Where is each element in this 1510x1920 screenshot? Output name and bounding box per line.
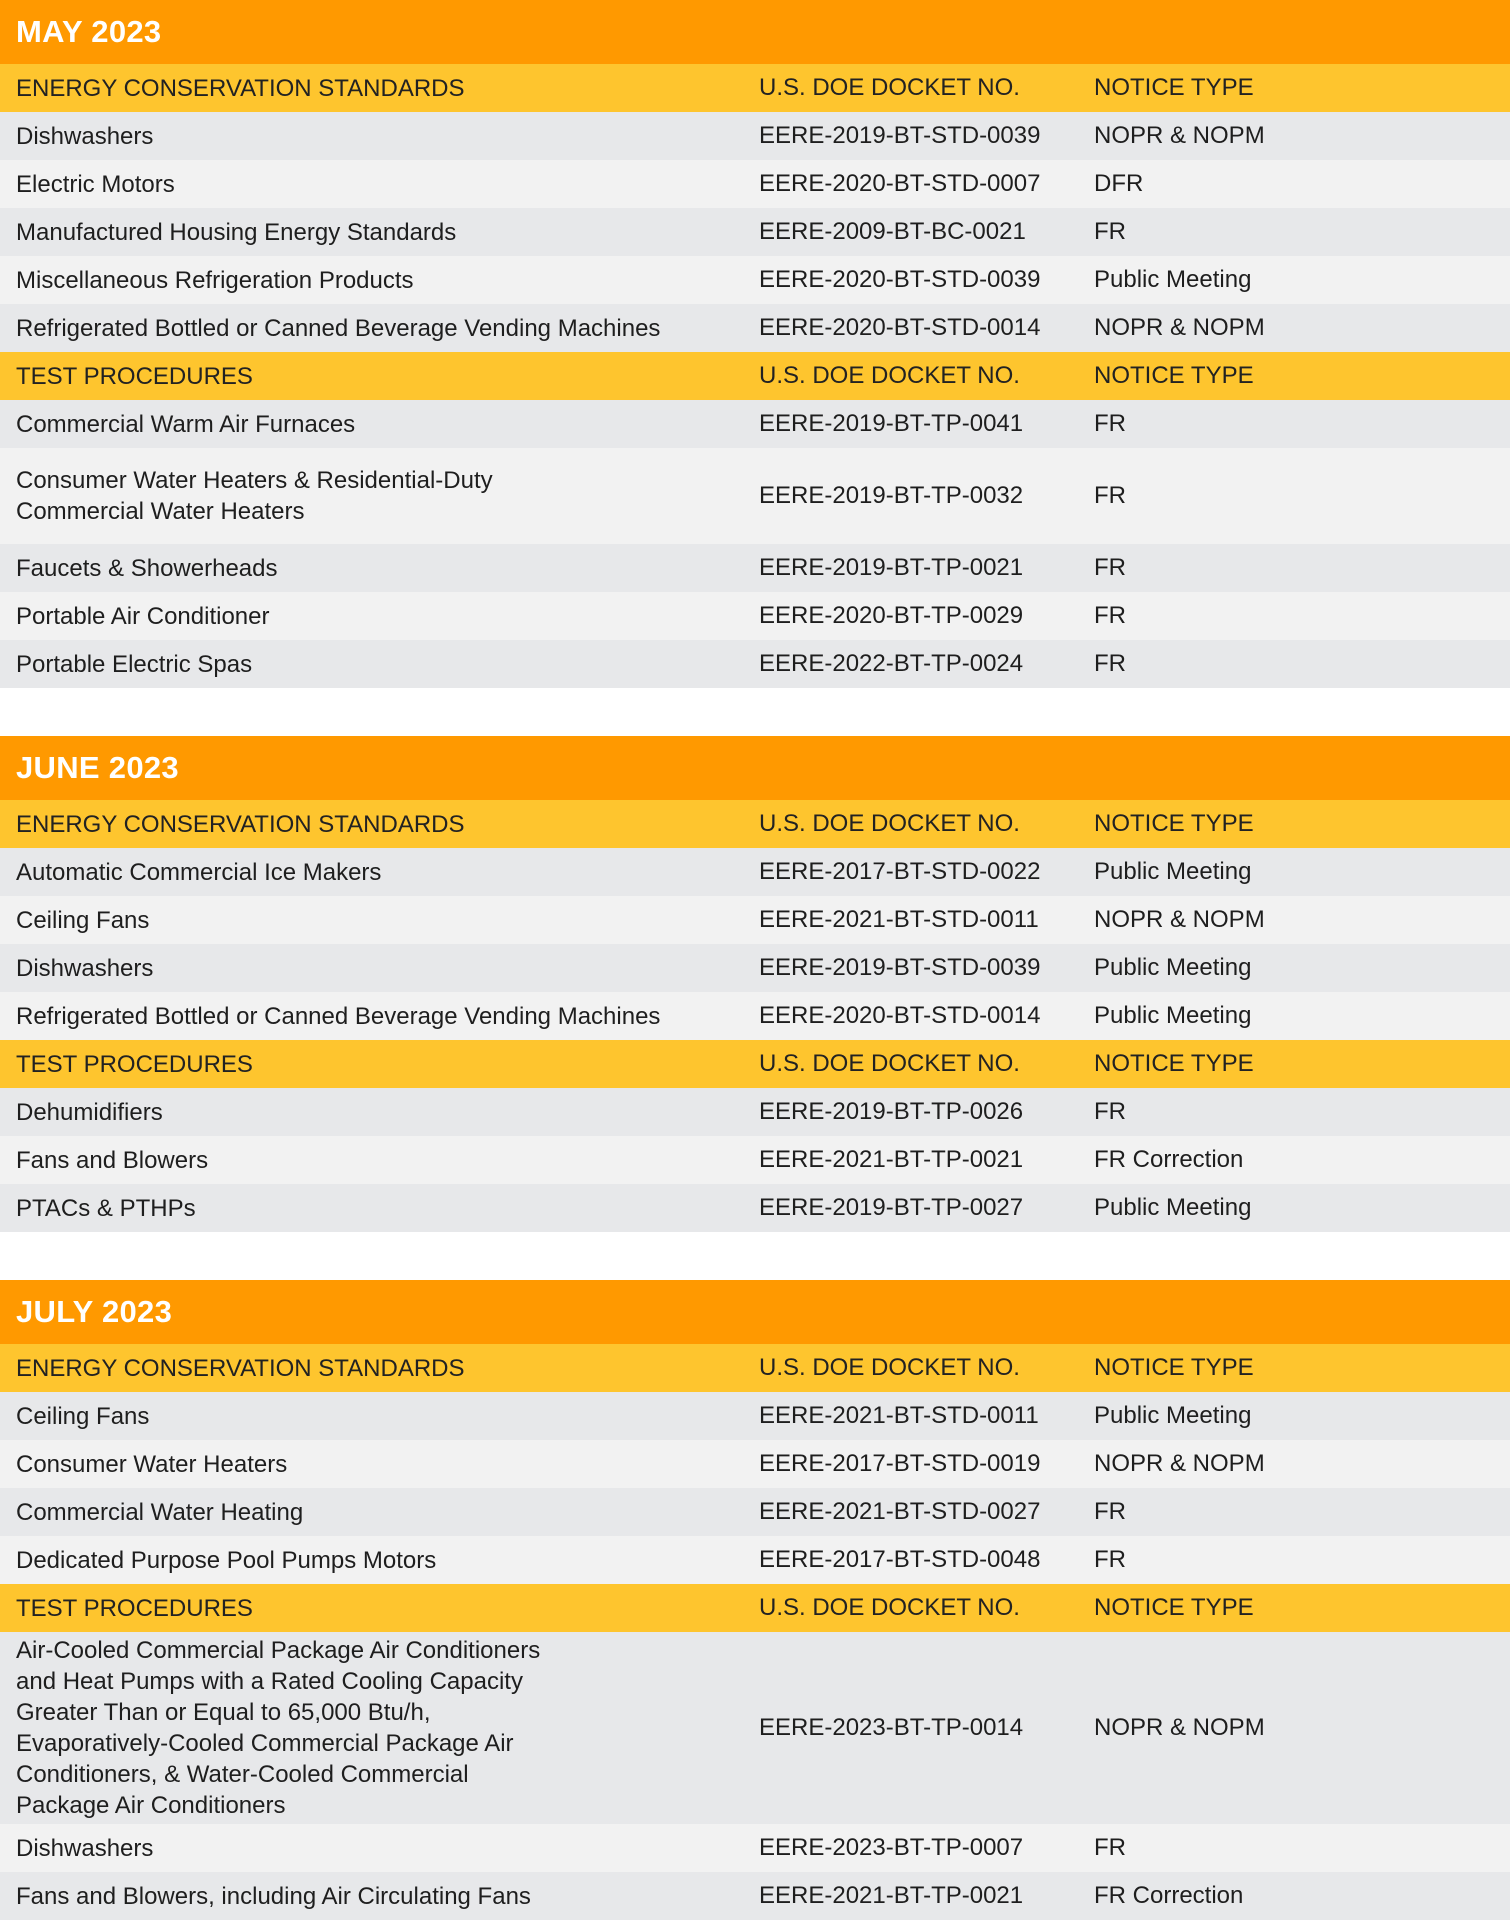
docket-number: EERE-2017-BT-STD-0048 <box>759 1546 1041 1573</box>
test-procedures-heading: TEST PROCEDURES <box>16 1050 253 1078</box>
notice-type: DFR <box>1094 170 1144 197</box>
docket-number: EERE-2020-BT-STD-0039 <box>759 266 1041 293</box>
table-row <box>0 1488 1510 1536</box>
docket-heading: U.S. DOE DOCKET NO. <box>759 1594 1020 1621</box>
notice-type: NOPR & NOPM <box>1094 314 1265 341</box>
docket-number: EERE-2017-BT-STD-0022 <box>759 858 1041 885</box>
docket-number: EERE-2021-BT-TP-0021 <box>759 1882 1024 1909</box>
table-row <box>0 400 1510 448</box>
docket-number: EERE-2020-BT-TP-0029 <box>759 602 1024 629</box>
docket-number: EERE-2023-BT-TP-0007 <box>759 1834 1024 1861</box>
notice-type: FR <box>1094 218 1126 245</box>
product-name: Fans and Blowers, including Air Circulating Fans <box>16 1882 531 1910</box>
notice-type: FR Correction <box>1094 1882 1244 1909</box>
notice-type: FR <box>1094 410 1126 437</box>
product-name: Commercial Water Heating <box>16 1498 304 1526</box>
table-row <box>0 448 1510 544</box>
section-may-2023 <box>0 0 1510 688</box>
table-row <box>0 1184 1510 1232</box>
test-procedures-heading: TEST PROCEDURES <box>16 1594 253 1622</box>
notice-type: Public Meeting <box>1094 954 1252 981</box>
standards-header-row <box>0 64 1510 112</box>
table-row <box>0 848 1510 896</box>
product-name: Fans and Blowers <box>16 1146 209 1174</box>
month-title: MAY 2023 <box>0 0 1510 64</box>
table-row <box>0 256 1510 304</box>
section-spacer <box>0 1232 1510 1280</box>
month-title: JUNE 2023 <box>0 736 1510 800</box>
notice-heading: NOTICE TYPE <box>1094 1354 1254 1381</box>
notice-type: NOPR & NOPM <box>1094 906 1265 933</box>
docket-number: EERE-2022-BT-TP-0024 <box>759 650 1024 677</box>
product-name: Dishwashers <box>16 122 154 150</box>
month-title: JULY 2023 <box>0 1280 1510 1344</box>
product-name: Dehumidifiers <box>16 1098 163 1126</box>
notice-heading: NOTICE TYPE <box>1094 810 1254 837</box>
notice-type: FR <box>1094 1498 1126 1525</box>
product-name: Faucets & Showerheads <box>16 554 278 582</box>
product-name: Electric Motors <box>16 170 175 198</box>
docket-number: EERE-2017-BT-STD-0019 <box>759 1450 1041 1477</box>
table-row <box>0 1872 1510 1920</box>
standards-header-row <box>0 800 1510 848</box>
table-row <box>0 640 1510 688</box>
docket-number: EERE-2009-BT-BC-0021 <box>759 218 1026 245</box>
docket-number: EERE-2019-BT-TP-0021 <box>759 554 1024 581</box>
test-procedures-header-row <box>0 352 1510 400</box>
product-name: Miscellaneous Refrigeration Products <box>16 266 414 294</box>
docket-number: EERE-2023-BT-TP-0014 <box>759 1714 1024 1741</box>
docket-number: EERE-2019-BT-STD-0039 <box>759 122 1041 149</box>
product-name: Manufactured Housing Energy Standards <box>16 218 457 246</box>
product-name: Consumer Water Heaters & Residential-Duty Commercial Water Heaters <box>16 467 493 525</box>
docket-heading: U.S. DOE DOCKET NO. <box>759 362 1020 389</box>
product-name: Air-Cooled Commercial Package Air Conditioners and Heat Pumps with a Rated Cooling Capacity Greater Than or Equal to 65,000 Btu/h, Evaporatively-Cooled Commercial Package Air Conditioners, & Water-Cooled Commercial Package Air Conditioners <box>16 1637 541 1819</box>
table-row <box>0 1392 1510 1440</box>
table-row <box>0 1536 1510 1584</box>
docket-number: EERE-2021-BT-STD-0011 <box>759 1402 1039 1429</box>
test-procedures-header-row <box>0 1040 1510 1088</box>
table-row <box>0 544 1510 592</box>
docket-number: EERE-2020-BT-STD-0014 <box>759 314 1041 341</box>
table-row <box>0 1440 1510 1488</box>
product-name: Dishwashers <box>16 1834 154 1862</box>
table-row <box>0 1136 1510 1184</box>
notice-type: Public Meeting <box>1094 1194 1252 1221</box>
notice-type: Public Meeting <box>1094 266 1252 293</box>
product-name: Automatic Commercial Ice Makers <box>16 858 382 886</box>
table-row <box>0 112 1510 160</box>
product-name: Ceiling Fans <box>16 1402 150 1430</box>
notice-type: NOPR & NOPM <box>1094 1714 1265 1741</box>
docket-number: EERE-2021-BT-TP-0021 <box>759 1146 1024 1173</box>
notice-heading: NOTICE TYPE <box>1094 362 1254 389</box>
product-name: Consumer Water Heaters <box>16 1450 288 1478</box>
product-name: Dishwashers <box>16 954 154 982</box>
notice-heading: NOTICE TYPE <box>1094 1050 1254 1077</box>
notice-heading: NOTICE TYPE <box>1094 74 1254 101</box>
notice-type: FR <box>1094 1546 1126 1573</box>
product-name: Refrigerated Bottled or Canned Beverage Vending Machines <box>16 314 661 342</box>
standards-heading: ENERGY CONSERVATION STANDARDS <box>16 74 465 102</box>
docket-number: EERE-2020-BT-STD-0007 <box>759 170 1041 197</box>
notice-type: Public Meeting <box>1094 1402 1252 1429</box>
product-name: Dedicated Purpose Pool Pumps Motors <box>16 1546 437 1574</box>
notice-type: NOPR & NOPM <box>1094 1450 1265 1477</box>
notice-heading: NOTICE TYPE <box>1094 1594 1254 1621</box>
notice-type: FR <box>1094 650 1126 677</box>
section-spacer <box>0 688 1510 736</box>
table-row <box>0 1824 1510 1872</box>
table-row <box>0 896 1510 944</box>
docket-heading: U.S. DOE DOCKET NO. <box>759 74 1020 101</box>
table-row <box>0 208 1510 256</box>
notice-type: FR Correction <box>1094 1146 1244 1173</box>
docket-number: EERE-2019-BT-TP-0027 <box>759 1194 1024 1221</box>
notice-type: Public Meeting <box>1094 1002 1252 1029</box>
table-row <box>0 944 1510 992</box>
docket-heading: U.S. DOE DOCKET NO. <box>759 1354 1020 1381</box>
table-row <box>0 1632 1510 1824</box>
notice-type: NOPR & NOPM <box>1094 122 1265 149</box>
product-name: Ceiling Fans <box>16 906 150 934</box>
section-june-2023 <box>0 736 1510 1232</box>
product-name: Portable Electric Spas <box>16 650 253 678</box>
table-row <box>0 304 1510 352</box>
table-row <box>0 992 1510 1040</box>
docket-number: EERE-2020-BT-STD-0014 <box>759 1002 1041 1029</box>
notice-type: FR <box>1094 554 1126 581</box>
table-row <box>0 1088 1510 1136</box>
docket-heading: U.S. DOE DOCKET NO. <box>759 1050 1020 1077</box>
notice-type: FR <box>1094 1098 1126 1125</box>
docket-number: EERE-2021-BT-STD-0027 <box>759 1498 1041 1525</box>
table-row <box>0 160 1510 208</box>
notice-type: FR <box>1094 482 1126 509</box>
docket-number: EERE-2019-BT-STD-0039 <box>759 954 1041 981</box>
table-row <box>0 592 1510 640</box>
product-name: Refrigerated Bottled or Canned Beverage Vending Machines <box>16 1002 661 1030</box>
docket-number: EERE-2019-BT-TP-0026 <box>759 1098 1024 1125</box>
docket-heading: U.S. DOE DOCKET NO. <box>759 810 1020 837</box>
standards-heading: ENERGY CONSERVATION STANDARDS <box>16 810 465 838</box>
section-july-2023 <box>0 1280 1510 1920</box>
standards-header-row <box>0 1344 1510 1392</box>
product-name: Commercial Warm Air Furnaces <box>16 410 356 438</box>
test-procedures-header-row <box>0 1584 1510 1632</box>
docket-number: EERE-2021-BT-STD-0011 <box>759 906 1039 933</box>
notice-type: FR <box>1094 602 1126 629</box>
product-name: Portable Air Conditioner <box>16 602 270 630</box>
docket-number: EERE-2019-BT-TP-0032 <box>759 482 1024 509</box>
product-name: PTACs & PTHPs <box>16 1194 196 1222</box>
notice-type: FR <box>1094 1834 1126 1861</box>
standards-heading: ENERGY CONSERVATION STANDARDS <box>16 1354 465 1382</box>
test-procedures-heading: TEST PROCEDURES <box>16 362 253 390</box>
docket-number: EERE-2019-BT-TP-0041 <box>759 410 1024 437</box>
notice-type: Public Meeting <box>1094 858 1252 885</box>
